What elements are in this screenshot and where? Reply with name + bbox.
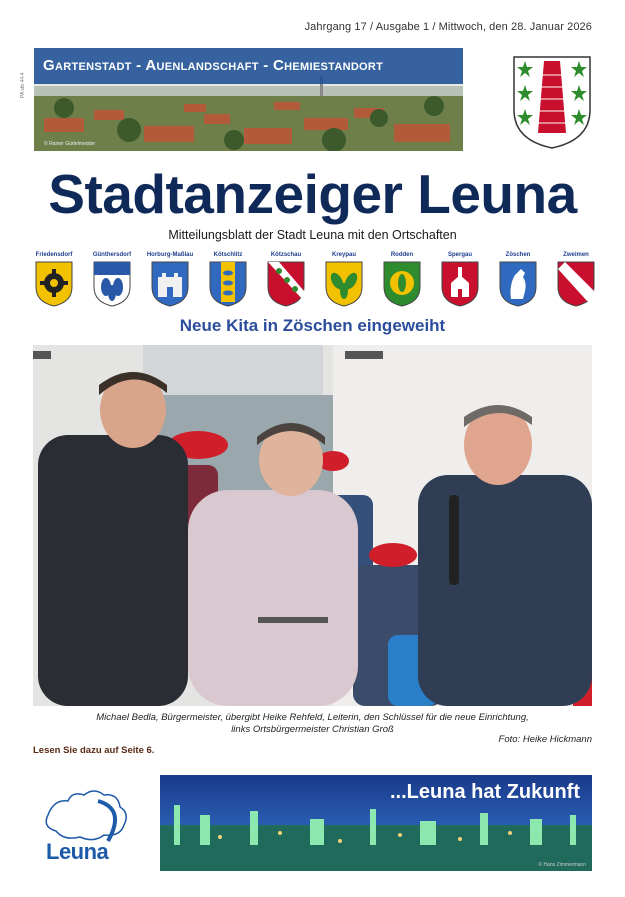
future-credit: © Hans Zimmermann	[538, 862, 586, 868]
key-handover-photo	[33, 345, 592, 706]
coat-label: Kreypau	[331, 252, 356, 258]
castle-coat-icon	[151, 261, 189, 307]
banner-image	[34, 48, 463, 151]
coat-label: Friedensdorf	[35, 252, 73, 258]
oak-leaf-coat-icon	[93, 261, 131, 307]
district-coats-row	[32, 252, 596, 308]
coat-label: Kötschlitz	[213, 252, 243, 258]
coat-label: Günthersdorf	[92, 252, 132, 258]
horse-coat-icon	[499, 261, 537, 307]
leuna-coat-of-arms	[512, 55, 592, 150]
photo-caption	[50, 712, 575, 736]
oak-leaf-coat-icon	[325, 261, 363, 307]
banner-title: Gartenstadt - Auenlandschaft - Chemiestandort	[43, 57, 384, 74]
diagonal-band-coat-icon	[557, 261, 595, 307]
coat-label: Rodden	[390, 252, 414, 258]
leuna-logo-word: Leuna	[46, 839, 109, 864]
coat-koetschlitz	[206, 252, 250, 308]
coat-friedensdorf	[32, 252, 76, 308]
coat-label: Horburg-Maßlau	[146, 252, 194, 258]
diagonal-band-coat-icon	[267, 261, 305, 307]
map-outline-icon	[38, 785, 134, 845]
leaf-coat-icon	[383, 261, 421, 307]
issue-line: Jahrgang 17 / Ausgabe 1 / Mittwoch, den 28. Januar 2026	[304, 21, 592, 33]
coat-label: Spergau	[447, 252, 472, 258]
caption-line-1: Michael Bedla, Bürgermeister, übergibt Heike Rehfeld, Leiterin, den Schlüssel für die neue Einrichtung,	[96, 712, 529, 723]
coat-koetzschau	[264, 252, 308, 308]
side-code: PA stb 44-4	[20, 72, 26, 98]
photo-credit: Foto: Heike Hickmann	[498, 734, 592, 745]
coat-label: Zweimen	[563, 252, 589, 258]
coat-label: Zöschen	[505, 252, 531, 258]
coat-spergau	[438, 252, 482, 308]
future-banner	[160, 775, 592, 871]
read-more-link[interactable]: Lesen Sie dazu auf Seite 6.	[33, 745, 155, 756]
masthead-title: Stadtanzeiger Leuna	[48, 163, 577, 225]
church-coat-icon	[441, 261, 479, 307]
coat-kreypau	[322, 252, 366, 308]
fish-coat-icon	[209, 261, 247, 307]
coat-horburg-masslau	[148, 252, 192, 308]
coat-zweimen	[554, 252, 598, 308]
gear-coat-icon	[35, 261, 73, 307]
story-headline: Neue Kita in Zöschen eingeweiht	[179, 316, 446, 335]
coat-zoeschen	[496, 252, 540, 308]
future-slogan: ...Leuna hat Zukunft	[390, 781, 580, 803]
leuna-logo	[38, 785, 134, 865]
coat-label: Kötzschau	[270, 252, 302, 258]
caption-line-2: links Ortsbürgermeister Christian Groß	[231, 724, 394, 735]
coat-guenthersdorf	[90, 252, 134, 308]
masthead-subtitle: Mitteilungsblatt der Stadt Leuna mit den Ortschaften	[168, 228, 457, 242]
banner-credit: © Rainer Gürtelmeister	[44, 141, 96, 147]
coat-rodden	[380, 252, 424, 308]
